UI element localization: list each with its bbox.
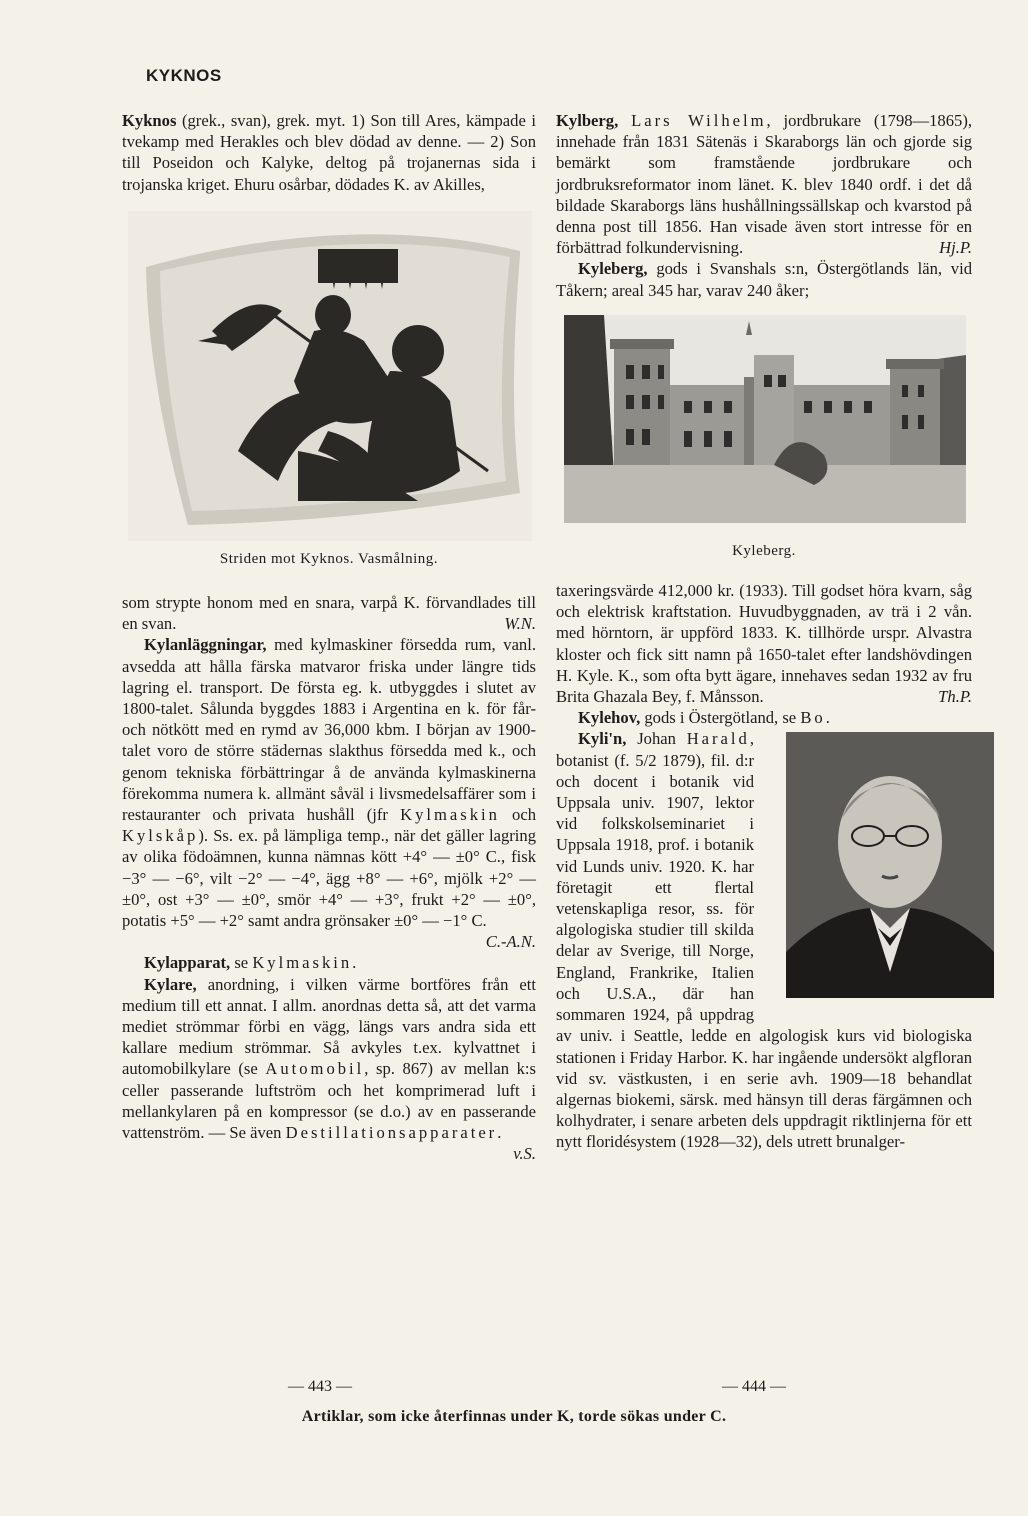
footer-note: Artiklar, som icke återfinnas under K, torde sökas under C. bbox=[301, 1408, 727, 1425]
entry-text: med kylmaskiner försedda rum, vanl. avsedda att hålla färska matvaror friska under längre tids lagring el. transport. De första eg. k. utbyggdes i slutet av 1800-talet. Sålunda byggdes 1883 i Argentina en k. för får- och nötkött med en rymd av 36,000 kbm. I början av 1900-talet voro de större städernas slakthus försedda med k., och genom tekniska förbättringar å de använda kylmaskinerna förekomma numera k. allmänt såväl i livsmedelsaffärer som i restauranter och privata hushåll (jfr bbox=[122, 635, 536, 825]
entry-text: gods i Östergötland, se bbox=[640, 708, 801, 728]
vase-image bbox=[128, 211, 532, 541]
entry-text: . bbox=[497, 1123, 502, 1143]
cross-reference: Automobil bbox=[265, 1059, 365, 1079]
continuation-text: taxeringsvärde 412,000 kr. (1933). Till godset höra kvarn, såg och elektrisk kraftstation. Huvudbyggnaden, av trä i 2 vån. med hörntorn, är uppförd 1833. K. tillhörde urspr. Alvastra kloster och fick sitt namn på 1650-talet efter landshövdingen H. Kyle. K., som ofta bytt ägare, innehaves sedan 1932 av fru Brita Ghazala Bey, f. Månsson. bbox=[556, 581, 972, 707]
entry-kyleberg bbox=[556, 258, 972, 300]
manor-figure bbox=[556, 315, 972, 562]
cross-reference: Destillationsapparater bbox=[285, 1123, 498, 1143]
headword: Kyli'n, bbox=[578, 729, 627, 749]
cross-reference: Kylskåp bbox=[122, 826, 199, 846]
person-name: Johan bbox=[626, 729, 687, 749]
entry-text: se bbox=[230, 953, 253, 973]
portrait-image bbox=[764, 732, 972, 998]
page-number-left: — 443 — bbox=[288, 1378, 352, 1395]
entry-text: och bbox=[499, 805, 537, 825]
person-name-spaced: Harald bbox=[686, 729, 750, 749]
entry-kylin bbox=[556, 728, 972, 1152]
entry-kylberg bbox=[556, 110, 972, 258]
vase-figure bbox=[122, 211, 536, 570]
headword: Kyleberg, bbox=[578, 259, 648, 279]
entry-kylanlaggningar bbox=[122, 634, 536, 952]
continuation-text: som strypte honom med en snara, varpå K. förvandlades till en svan. bbox=[122, 593, 536, 634]
entry-kylehov bbox=[556, 707, 972, 728]
manor-caption: Kyleberg. bbox=[732, 542, 796, 559]
headword: Kylberg, bbox=[556, 111, 619, 130]
left-column bbox=[122, 110, 536, 1165]
kyknos-continuation bbox=[122, 592, 536, 634]
entry-text: anordning, i vilken värme bortföres från ett medium till ett annat. I allm. anordnas detta så, att det varma mediet strömmar förbi en vägg, längs vars andra sida ett kallare medium strömmar. Så avkyles t.ex. kylvattnet i automobilkylare (se bbox=[122, 974, 536, 1079]
signature: C.-A.N. bbox=[485, 932, 536, 952]
right-column bbox=[556, 110, 972, 1153]
entry-text: , sp. 867) av mellan k:s celler passerande luftström och het komprimerad luft i mellankylaren på en kompressor (se d.o.) av en passerande vattenström. — Se även bbox=[122, 1059, 536, 1143]
entry-kylapparat bbox=[122, 952, 536, 973]
entry-text: , jordbrukare (1798—1865), innehade från 1831 Sätenäs i Skaraborgs län och gjorde sig bemärkt som framstående jordbrukare och jordbruksreformator inom länet. K. blev 1840 ordf. i det då bildade Skaraborgs läns hushållningssällskap och kvarstod på denna post till 1856. Han visade även stort intresse för en förbättrad folkundervisning. bbox=[556, 111, 972, 258]
signature: W.N. bbox=[504, 614, 536, 634]
signature: v.S. bbox=[513, 1144, 536, 1164]
entry-kylare bbox=[122, 974, 536, 1164]
headword: Kylare, bbox=[144, 974, 197, 994]
person-name: Lars Wilhelm bbox=[631, 111, 767, 130]
cross-reference: Kylmaskin bbox=[400, 805, 500, 825]
cross-reference: Kylmaskin bbox=[252, 953, 353, 973]
headword: Kyknos bbox=[122, 111, 177, 130]
entry-kyknos bbox=[122, 110, 536, 195]
manor-image bbox=[564, 315, 966, 523]
signature: Th.P. bbox=[938, 687, 972, 707]
cross-reference: Bo bbox=[800, 708, 826, 728]
running-title: KYKNOS bbox=[146, 66, 222, 85]
vase-caption: Striden mot Kyknos. Vasmålning. bbox=[219, 550, 439, 567]
entry-text: . bbox=[352, 953, 357, 973]
headword: Kylehov, bbox=[578, 708, 641, 728]
headword: Kylapparat, bbox=[144, 953, 231, 973]
entry-text: , botanist (f. 5/2 1879), fil. d:r och docent i botanik vid Uppsala univ. 1907, lektor vid folkskolseminariet i Uppsala 1918, prof. i botanik vid Lunds univ. 1920. K. har företagit ett flertal vetenskapliga resor, ss. för algologiska studier till skilda delar av Sverige, till Norge, England, Frankrike, Italien och U.S.A., där han sommaren 1924, på uppdrag av univ. i Seattle, ledde en algologisk kurs vid biologiska stationen i Friday Harbor. K. har ingående undersökt algfloran vid sv. västkusten, i en serie avh. 1909—18 behandlat algernas biokemi, särsk. med hänsyn till deras färgämnen och kolhydrater, i senare arbeten dels uppdragit riktlinjerna för ett nytt floridésystem (1928—32), dels utrett brunalger- bbox=[556, 729, 972, 1152]
entry-text: ). Ss. ex. på lämpliga temp., när det gäller lagring av olika födoämnen, kunna nämnas kött +4° — ±0° C., fisk −3° — −6°, vilt −2° — −4°, ägg +8° — +6°, mjölk +2° — ±0°, ost +3° — ±0°, smör +4° — +3°, frukt +2° — ±0°, potatis +5° — +2° samt andra grönsaker ±0° — −1° C. bbox=[122, 826, 536, 931]
kyleberg-continuation bbox=[556, 580, 972, 707]
entry-text: (grek., svan), grek. myt. 1) Son till Ares, kämpade i tvekamp med Herakles och blev dödad av denne. — 2) Son till Poseidon och Kalyke, deltog på trojanernas sida i trojanska kriget. Ehuru osårbar, dödades K. av Akilles, bbox=[122, 111, 536, 194]
headword: Kylanläggningar, bbox=[144, 635, 267, 655]
entry-text: gods i Svanshals s:n, Östergötlands län, vid Tåkern; areal 345 har, varav 240 åker; bbox=[556, 259, 972, 300]
page-number-right: — 444 — bbox=[722, 1378, 786, 1395]
signature: Hj.P. bbox=[939, 238, 972, 258]
entry-text: . bbox=[825, 708, 830, 728]
